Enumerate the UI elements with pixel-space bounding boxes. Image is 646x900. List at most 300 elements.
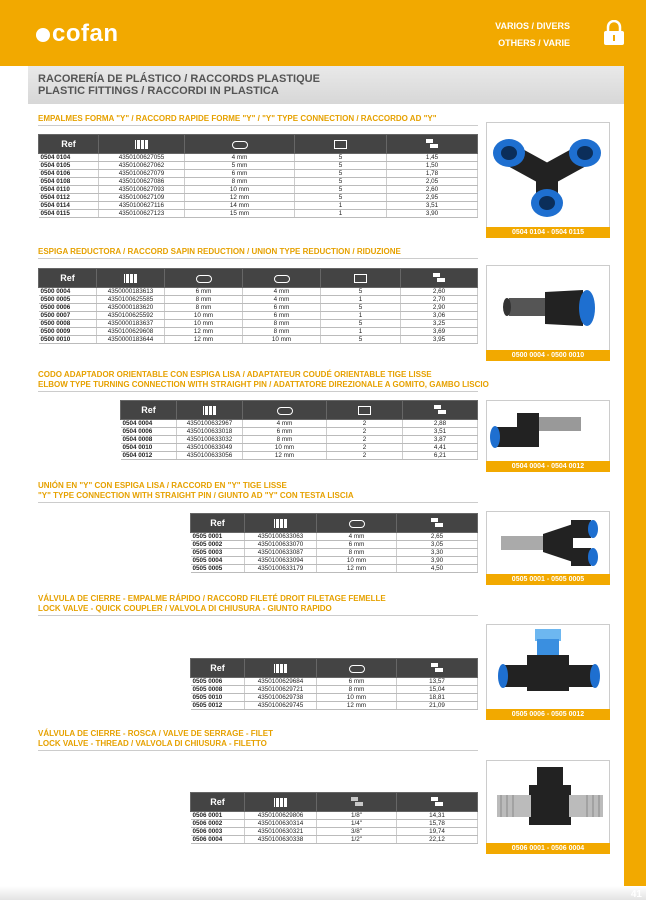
col-ref: Ref	[39, 135, 99, 154]
table-cell: 4350100627062	[99, 162, 185, 170]
price-icon	[431, 797, 443, 807]
table-row	[191, 557, 478, 565]
table-cell: 4350100629745	[245, 702, 317, 710]
table-row	[191, 812, 478, 820]
table-cell: 2,95	[387, 194, 478, 202]
table-cell: 6 mm	[185, 170, 295, 178]
table-cell: 12 mm	[317, 565, 397, 573]
price-icon	[426, 139, 438, 149]
table-cell: 5 mm	[185, 162, 295, 170]
page-title-line2: PLASTIC FITTINGS / RACCORDI IN PLASTICA	[38, 85, 279, 97]
section-6-body	[191, 812, 478, 844]
table-cell: 15,04	[397, 686, 478, 694]
table-cell: 22,12	[397, 836, 478, 844]
section-6-caption: 0506 0001 - 0506 0004	[486, 843, 610, 854]
section-1-caption: 0504 0104 - 0504 0115	[486, 227, 610, 238]
table-cell: 4350100633094	[245, 557, 317, 565]
section-4-rule	[38, 502, 478, 503]
col-ref: Ref	[191, 793, 245, 812]
table-cell: 0506 0001	[191, 812, 245, 820]
section-4-caption: 0505 0001 - 0505 0005	[486, 574, 610, 585]
table-header	[191, 659, 478, 678]
section-3-title-line2: ELBOW TYPE TURNING CONNECTION WITH STRAIGHT PIN / ADATTATORE DIREZIONALE A GOMITO, GAMBO LISCIO	[38, 380, 489, 389]
table-cell: 1/2"	[317, 836, 397, 844]
table-cell: 2	[327, 444, 403, 452]
table-cell: 13,57	[397, 678, 478, 686]
table-cell: 4350000183644	[97, 336, 165, 344]
col-pack	[327, 401, 403, 420]
table-row	[39, 194, 478, 202]
col-price	[397, 514, 478, 533]
table-row	[191, 678, 478, 686]
logo-dot-icon	[36, 28, 50, 42]
table-cell: 1	[321, 328, 401, 336]
table-cell: 4350100627055	[99, 154, 185, 162]
barcode-icon	[274, 664, 288, 673]
col-diameter	[317, 514, 397, 533]
table-cell: 1/4"	[317, 820, 397, 828]
table-cell: 0505 0006	[191, 678, 245, 686]
right-sidebar	[624, 66, 646, 900]
table-cell: 8 mm	[165, 296, 243, 304]
table-cell: 8 mm	[243, 328, 321, 336]
section-6-table	[190, 792, 478, 844]
table-cell: 0505 0003	[191, 549, 245, 557]
col-diameter-a	[165, 269, 243, 288]
table-cell: 5	[295, 162, 387, 170]
table-cell: 4350100627093	[99, 186, 185, 194]
table-cell: 3,90	[397, 557, 478, 565]
table-row	[39, 336, 478, 344]
col-price	[397, 659, 478, 678]
table-cell: 4350100630321	[245, 828, 317, 836]
table-cell: 5	[321, 304, 401, 312]
section-6-rule	[38, 750, 478, 751]
table-header	[39, 269, 478, 288]
table-cell: 0500 0010	[39, 336, 97, 344]
table-cell: 0504 0112	[39, 194, 99, 202]
logo-text: cofan	[52, 20, 119, 47]
table-cell: 5	[295, 194, 387, 202]
table-cell: 4350100633018	[177, 428, 243, 436]
price-icon	[433, 273, 445, 283]
table-cell: 4350100629721	[245, 686, 317, 694]
table-cell: 4350000183613	[97, 288, 165, 296]
col-ref: Ref	[121, 401, 177, 420]
table-cell: 4350100633049	[177, 444, 243, 452]
table-cell: 0505 0008	[191, 686, 245, 694]
product-image-reduction	[486, 265, 610, 361]
table-row	[39, 288, 478, 296]
table-cell: 0504 0110	[39, 186, 99, 194]
product-image-y-pin	[486, 511, 610, 583]
table-row	[39, 328, 478, 336]
table-row	[39, 170, 478, 178]
box-icon	[334, 140, 347, 149]
table-cell: 4,50	[397, 565, 478, 573]
col-pack	[295, 135, 387, 154]
barcode-icon	[203, 406, 217, 415]
table-cell: 1,78	[387, 170, 478, 178]
table-cell: 4 mm	[243, 288, 321, 296]
table-cell: 1	[295, 202, 387, 210]
table-cell: 6 mm	[243, 312, 321, 320]
table-cell: 10 mm	[243, 336, 321, 344]
table-cell: 4350100630314	[245, 820, 317, 828]
header-bar	[0, 0, 646, 66]
box-icon	[354, 274, 367, 283]
table-cell: 4350100625592	[97, 312, 165, 320]
table-cell: 3,87	[403, 436, 478, 444]
col-barcode	[245, 793, 317, 812]
table-cell: 10 mm	[317, 557, 397, 565]
col-diameter	[185, 135, 295, 154]
col-ref: Ref	[191, 659, 245, 678]
table-cell: 6 mm	[317, 678, 397, 686]
table-cell: 8 mm	[317, 549, 397, 557]
table-cell: 5	[295, 170, 387, 178]
table-cell: 12 mm	[317, 702, 397, 710]
table-row	[191, 686, 478, 694]
section-4-table	[190, 513, 478, 573]
table-row	[191, 549, 478, 557]
section-5-rule	[38, 615, 478, 616]
table-cell: 5	[295, 154, 387, 162]
table-cell: 0504 0006	[121, 428, 177, 436]
section-1-title: EMPALMES FORMA "Y" / RACCORD RAPIDE FORME "Y" / "Y" TYPE CONNECTION / RACCORDO AD "Y"	[38, 114, 437, 123]
table-cell: 0505 0002	[191, 541, 245, 549]
brand-logo	[36, 20, 119, 48]
table-cell: 4 mm	[317, 533, 397, 541]
section-4-title-line2: "Y" TYPE CONNECTION WITH STRAIGHT PIN / GIUNTO AD "Y" CON TESTA LISCIA	[38, 491, 354, 500]
table-cell: 0500 0005	[39, 296, 97, 304]
table-cell: 10 mm	[165, 312, 243, 320]
page-number: 41	[630, 889, 642, 900]
section-1-table	[38, 134, 478, 218]
table-cell: 2,70	[401, 296, 478, 304]
section-6-title-line2: LOCK VALVE - THREAD / VALVOLA DI CHIUSURA - FILETTO	[38, 739, 267, 748]
section-5-body	[191, 678, 478, 710]
section-2-title: ESPIGA REDUCTORA / RACCORD SAPIN REDUCTION / UNION TYPE REDUCTION / RIDUZIONE	[38, 247, 401, 256]
table-cell: 6,21	[403, 452, 478, 460]
table-cell: 14 mm	[185, 202, 295, 210]
footer-bar	[0, 886, 646, 900]
table-row	[39, 154, 478, 162]
section-3-rule	[38, 391, 478, 392]
section-1-rule	[38, 125, 478, 126]
table-cell: 0500 0006	[39, 304, 97, 312]
product-image-quick-valve	[486, 624, 610, 720]
table-cell: 4350000183620	[97, 304, 165, 312]
col-ref: Ref	[191, 514, 245, 533]
table-cell: 4350100633056	[177, 452, 243, 460]
section-5-caption: 0505 0006 - 0505 0012	[486, 709, 610, 720]
table-cell: 15,78	[397, 820, 478, 828]
table-cell: 0504 0010	[121, 444, 177, 452]
table-cell: 4350100625585	[97, 296, 165, 304]
padlock-icon	[602, 20, 626, 46]
table-cell: 0504 0104	[39, 154, 99, 162]
section-3-body	[121, 420, 478, 460]
table-row	[39, 320, 478, 328]
table-cell: 12 mm	[243, 452, 327, 460]
section-6-title-line1: VÁLVULA DE CIERRE - ROSCA / VALVE DE SERRAGE - FILET	[38, 729, 273, 738]
table-cell: 0500 0004	[39, 288, 97, 296]
table-row	[39, 178, 478, 186]
table-cell: 2,65	[397, 533, 478, 541]
table-row	[121, 428, 478, 436]
col-price	[387, 135, 478, 154]
price-icon	[431, 663, 443, 673]
table-cell: 1,50	[387, 162, 478, 170]
section-3-title-line1: CODO ADAPTADOR ORIENTABLE CON ESPIGA LISA / ADAPTATEUR COUDÉ ORIENTABLE TIGE LISSE	[38, 370, 432, 379]
table-cell: 6 mm	[243, 428, 327, 436]
table-cell: 4350100627079	[99, 170, 185, 178]
table-cell: 3,05	[397, 541, 478, 549]
table-cell: 2,88	[403, 420, 478, 428]
table-row	[191, 820, 478, 828]
tube-icon	[196, 275, 212, 283]
col-diameter	[317, 659, 397, 678]
section-5-title-line1: VÁLVULA DE CIERRE - EMPALME RÁPIDO / RACCORD FILETÉ DROIT FILETAGE FEMELLE	[38, 594, 386, 603]
table-cell: 6 mm	[165, 288, 243, 296]
col-price	[401, 269, 478, 288]
table-cell: 3,25	[401, 320, 478, 328]
table-cell: 4350100629608	[97, 328, 165, 336]
table-row	[191, 836, 478, 844]
table-cell: 19,74	[397, 828, 478, 836]
table-cell: 18,81	[397, 694, 478, 702]
table-cell: 10 mm	[185, 186, 295, 194]
table-row	[39, 210, 478, 218]
table-cell: 0505 0010	[191, 694, 245, 702]
table-cell: 4,41	[403, 444, 478, 452]
tube-icon	[349, 520, 365, 528]
table-cell: 0500 0008	[39, 320, 97, 328]
table-row	[121, 452, 478, 460]
table-cell: 4 mm	[243, 296, 321, 304]
table-cell: 2,60	[387, 186, 478, 194]
section-5-table	[190, 658, 478, 710]
table-cell: 4350100629738	[245, 694, 317, 702]
col-barcode	[245, 659, 317, 678]
section-2-caption: 0500 0004 - 0500 0010	[486, 350, 610, 361]
tube-icon	[232, 141, 248, 149]
price-icon	[434, 405, 446, 415]
section-1-body	[39, 154, 478, 218]
section-3-table	[120, 400, 478, 460]
table-cell: 0500 0009	[39, 328, 97, 336]
table-cell: 0504 0012	[121, 452, 177, 460]
table-cell: 0505 0012	[191, 702, 245, 710]
table-cell: 4 mm	[243, 420, 327, 428]
col-price	[397, 793, 478, 812]
table-cell: 3,90	[387, 210, 478, 218]
table-cell: 4350100633070	[245, 541, 317, 549]
table-cell: 12 mm	[165, 336, 243, 344]
table-cell: 4350000183637	[97, 320, 165, 328]
tube-icon	[349, 665, 365, 673]
table-cell: 12 mm	[185, 194, 295, 202]
table-cell: 0504 0115	[39, 210, 99, 218]
table-cell: 3,06	[401, 312, 478, 320]
col-diameter	[243, 401, 327, 420]
table-cell: 8 mm	[243, 436, 327, 444]
table-cell: 15 mm	[185, 210, 295, 218]
table-cell: 5	[321, 320, 401, 328]
table-cell: 3/8"	[317, 828, 397, 836]
table-cell: 5	[295, 178, 387, 186]
table-cell: 4350100633179	[245, 565, 317, 573]
barcode-icon	[124, 274, 138, 283]
table-cell: 3,51	[387, 202, 478, 210]
table-row	[191, 694, 478, 702]
table-cell: 4350100627116	[99, 202, 185, 210]
table-cell: 4350100633032	[177, 436, 243, 444]
section-4-title-line1: UNIÓN EN "Y" CON ESPIGA LISA / RACCORD EN "Y" TIGE LISSE	[38, 481, 287, 490]
table-row	[121, 436, 478, 444]
table-row	[39, 186, 478, 194]
table-cell: 0506 0003	[191, 828, 245, 836]
col-ref: Ref	[39, 269, 97, 288]
table-cell: 0504 0108	[39, 178, 99, 186]
section-5-title-line2: LOCK VALVE - QUICK COUPLER / VALVOLA DI CHIUSURA - GIUNTO RAPIDO	[38, 604, 332, 613]
table-cell: 5	[321, 288, 401, 296]
table-cell: 5	[321, 336, 401, 344]
tube-icon	[277, 407, 293, 415]
table-header	[39, 135, 478, 154]
table-cell: 2	[327, 420, 403, 428]
product-image-y-connector	[486, 122, 610, 238]
table-cell: 2,90	[401, 304, 478, 312]
table-cell: 10 mm	[165, 320, 243, 328]
price-icon	[431, 518, 443, 528]
barcode-icon	[135, 140, 149, 149]
col-barcode	[245, 514, 317, 533]
table-cell: 10 mm	[243, 444, 327, 452]
thread-icon	[351, 797, 363, 807]
table-header	[121, 401, 478, 420]
section-2-rule	[38, 258, 478, 259]
table-cell: 5	[295, 186, 387, 194]
table-row	[191, 702, 478, 710]
table-cell: 0504 0114	[39, 202, 99, 210]
section-2-table	[38, 268, 478, 344]
table-cell: 10 mm	[317, 694, 397, 702]
table-cell: 1	[295, 210, 387, 218]
category-line1: VARIOS / DIVERS	[495, 21, 570, 31]
section-4-body	[191, 533, 478, 573]
table-row	[191, 828, 478, 836]
table-cell: 2,60	[401, 288, 478, 296]
col-barcode	[97, 269, 165, 288]
table-cell: 3,30	[397, 549, 478, 557]
col-diameter-b	[243, 269, 321, 288]
col-thread	[317, 793, 397, 812]
table-cell: 2	[327, 436, 403, 444]
table-row	[191, 565, 478, 573]
table-cell: 3,95	[401, 336, 478, 344]
table-cell: 4350100629806	[245, 812, 317, 820]
table-cell: 4350100629684	[245, 678, 317, 686]
table-cell: 1	[321, 312, 401, 320]
table-cell: 8 mm	[165, 304, 243, 312]
table-row	[39, 304, 478, 312]
table-cell: 4350100633063	[245, 533, 317, 541]
table-row	[121, 420, 478, 428]
table-cell: 0506 0004	[191, 836, 245, 844]
table-cell: 8 mm	[317, 686, 397, 694]
table-row	[39, 162, 478, 170]
table-row	[39, 312, 478, 320]
table-cell: 0505 0001	[191, 533, 245, 541]
table-cell: 4350100627123	[99, 210, 185, 218]
table-cell: 12 mm	[165, 328, 243, 336]
section-3-caption: 0504 0004 - 0504 0012	[486, 461, 610, 472]
table-cell: 8 mm	[243, 320, 321, 328]
col-price	[403, 401, 478, 420]
table-cell: 0505 0005	[191, 565, 245, 573]
table-cell: 6 mm	[317, 541, 397, 549]
tube-icon	[274, 275, 290, 283]
table-row	[121, 444, 478, 452]
table-cell: 1,45	[387, 154, 478, 162]
table-cell: 8 mm	[185, 178, 295, 186]
table-row	[191, 541, 478, 549]
box-icon	[358, 406, 371, 415]
table-cell: 14,31	[397, 812, 478, 820]
table-header	[191, 514, 478, 533]
table-cell: 0504 0105	[39, 162, 99, 170]
table-cell: 0505 0004	[191, 557, 245, 565]
table-row	[191, 533, 478, 541]
product-image-thread-valve	[486, 760, 610, 854]
table-cell: 6 mm	[243, 304, 321, 312]
table-cell: 0504 0008	[121, 436, 177, 444]
page-title-line1: RACORERÍA DE PLÁSTICO / RACCORDS PLASTIQUE	[38, 73, 320, 85]
col-pack	[321, 269, 401, 288]
col-barcode	[177, 401, 243, 420]
col-barcode	[99, 135, 185, 154]
table-cell: 4350100627086	[99, 178, 185, 186]
table-cell: 4350100632967	[177, 420, 243, 428]
table-cell: 2	[327, 452, 403, 460]
table-cell: 4350100627109	[99, 194, 185, 202]
table-cell: 4350100630338	[245, 836, 317, 844]
table-cell: 2,05	[387, 178, 478, 186]
barcode-icon	[274, 519, 288, 528]
table-row	[39, 202, 478, 210]
table-cell: 0500 0007	[39, 312, 97, 320]
section-2-body	[39, 288, 478, 344]
table-cell: 3,51	[403, 428, 478, 436]
page-title-band	[28, 66, 624, 104]
table-row	[39, 296, 478, 304]
table-cell: 4350100633087	[245, 549, 317, 557]
table-cell: 21,09	[397, 702, 478, 710]
table-cell: 3,69	[401, 328, 478, 336]
table-header	[191, 793, 478, 812]
barcode-icon	[274, 798, 288, 807]
table-cell: 1/8"	[317, 812, 397, 820]
table-cell: 0504 0106	[39, 170, 99, 178]
table-cell: 1	[321, 296, 401, 304]
table-cell: 2	[327, 428, 403, 436]
table-cell: 0506 0002	[191, 820, 245, 828]
table-cell: 0504 0004	[121, 420, 177, 428]
category-line2: OTHERS / VARIE	[498, 38, 570, 48]
table-cell: 4 mm	[185, 154, 295, 162]
